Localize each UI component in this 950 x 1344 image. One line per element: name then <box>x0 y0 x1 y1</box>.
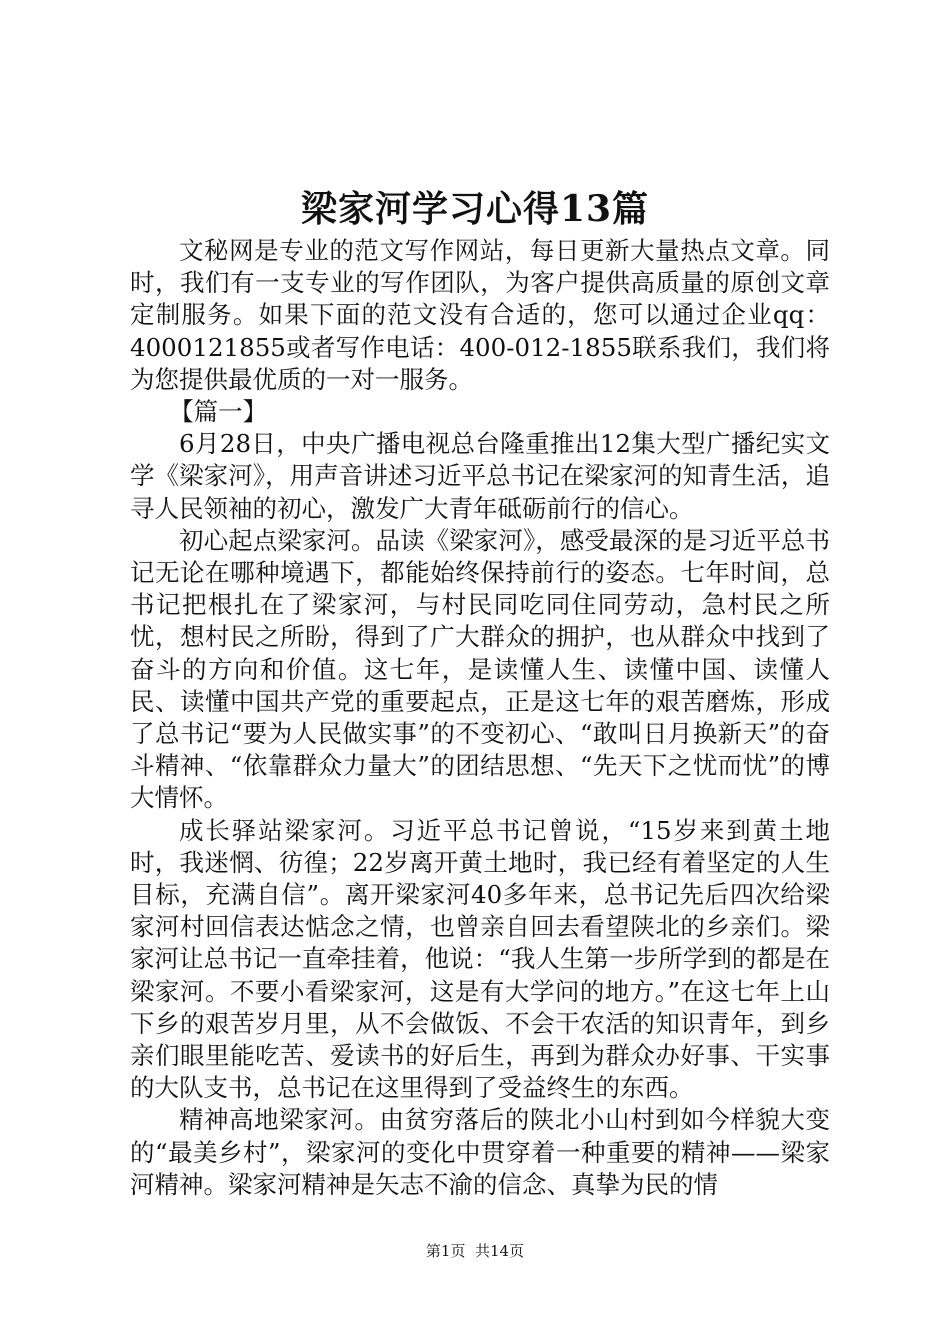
document-body <box>130 235 830 1201</box>
body-paragraph: 精神高地梁家河。由贫穷落后的陕北小山村到如今样貌大变的“最美乡村”，梁家河的变化中贯穿着一种重要的精神——梁家河精神。梁家河精神是矢志不渝的信念、真挚为民的情 <box>130 1105 830 1199</box>
page-footer: 第1页 共14页 <box>425 1242 525 1260</box>
intro-paragraph: 文秘网是专业的范文写作网站，每日更新大量热点文章。同时，我们有一支专业的写作团队，为客户提供高质量的原创文章定制服务。如果下面的范文没有合适的，您可以通过企业qq：4000121855或者写作电话：400-012-1855联系我们，我们将为您提供最优质的一对一服务。 <box>130 236 830 394</box>
body-paragraph: 初心起点梁家河。品读《梁家河》，感受最深的是习近平总书记无论在哪种境遇下，都能始终保持前行的姿态。七年时间，总书记把根扎在了梁家河，与村民同吃同住同劳动，急村民之所忧，想村民之所盼，得到了广大群众的拥护，也从群众中找到了奋斗的方向和价值。这七年，是读懂人生、读懂中国、读懂人民、读懂中国共产党的重要起点，正是这七年的艰苦磨炼，形成了总书记“要为人民做实事”的不变初心、“敢叫日月换新天”的奋斗精神、“依靠群众力量大”的团结思想、“先天下之忧而忧”的博大情怀。 <box>130 525 830 813</box>
document-title: 梁家河学习心得13篇 <box>300 188 650 230</box>
body-paragraph: 成长驿站梁家河。习近平总书记曾说，“15岁来到黄土地时，我迷惘、彷徨；22岁离开黄土地时，我已经有着坚定的人生目标，充满自信”。离开梁家河40多年来，总书记先后四次给梁家河村回信表达惦念之情，也曾亲自回去看望陕北的乡亲们。梁家河让总书记一直牵挂着，他说：“我人生第一步所学到的都是在梁家河。不要小看梁家河，这是有大学问的地方。”在这七年上山下乡的艰苦岁月里，从不会做饭、不会干农活的知识青年，到乡亲们眼里能吃苦、爱读书的好后生，再到为群众办好事、干实事的大队支书，总书记在这里得到了受益终生的东西。 <box>130 815 830 1103</box>
section-heading: 【篇一】 <box>169 397 268 427</box>
body-paragraph: 6月28日，中央广播电视总台隆重推出12集大型广播纪实文学《梁家河》，用声音讲述习近平总书记在梁家河的知青生活，追寻人民领袖的初心，激发广大青年砥砺前行的信心。 <box>130 429 830 523</box>
